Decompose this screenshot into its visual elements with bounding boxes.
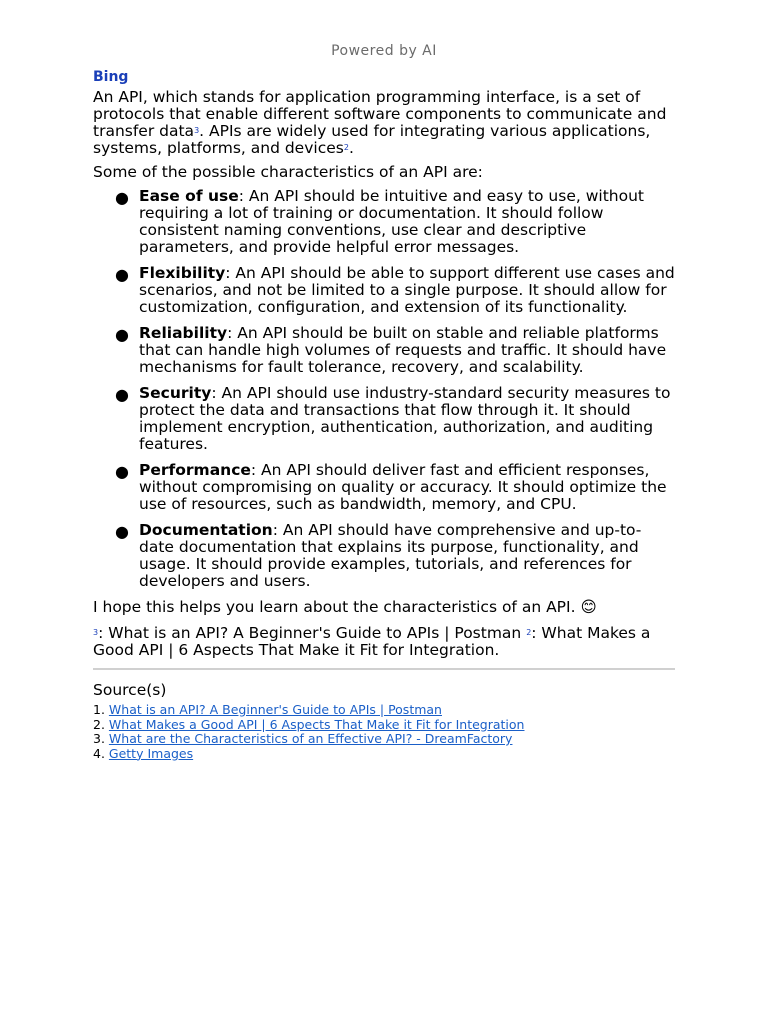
characteristic-text: : An API should have comprehensive and up-to-date documentation that explains its purpose, functionality, and usage. It should provide examples, tutorials, and references for developers and users. bbox=[139, 521, 642, 590]
characteristics-list bbox=[93, 188, 675, 590]
list-item bbox=[93, 522, 675, 590]
source-name: Bing bbox=[93, 69, 129, 85]
intro-text-2: . APIs are widely used for integrating various applications, systems, platforms, and devices bbox=[93, 122, 651, 157]
source-link-4[interactable]: Getty Images bbox=[108, 745, 194, 761]
bullet-icon: ● bbox=[115, 265, 129, 284]
footnote-ref-3[interactable]: 3 bbox=[93, 628, 99, 637]
list-item bbox=[93, 385, 675, 453]
sources-title: Source(s) bbox=[93, 681, 167, 699]
list-item bbox=[93, 325, 675, 376]
sources-list bbox=[93, 703, 675, 761]
answer-page bbox=[93, 40, 675, 761]
footnote-text-a: : What is an API? A Beginner's Guide to APIs | Postman bbox=[98, 624, 527, 642]
characteristic-term: Documentation bbox=[139, 521, 273, 539]
bullet-icon: ● bbox=[115, 385, 129, 404]
intro-text-3: . bbox=[348, 139, 354, 157]
footnotes-paragraph bbox=[93, 625, 675, 659]
source-item bbox=[93, 703, 675, 718]
characteristic-text: : An API should use industry-standard security measures to protect the data and transactions that flow through it. It should implement encryption, authentication, authorization, and auditing features. bbox=[139, 384, 671, 453]
lead-in-text: Some of the possible characteristics of an API are: bbox=[93, 163, 483, 181]
closing-text: I hope this helps you learn about the characteristics of an API. 😊 bbox=[93, 598, 597, 616]
list-item bbox=[93, 462, 675, 513]
list-item bbox=[93, 265, 675, 316]
characteristic-text: : An API should be able to support different use cases and scenarios, and not be limited to a single purpose. It should allow for customization, configuration, and extension of its functionality. bbox=[139, 264, 675, 316]
list-item bbox=[93, 188, 675, 256]
divider bbox=[93, 668, 675, 670]
characteristic-text: : An API should be built on stable and reliable platforms that can handle high volumes of requests and traffic. It should have mechanisms for fault tolerance, recovery, and scalability. bbox=[139, 324, 667, 376]
bullet-icon: ● bbox=[115, 325, 129, 344]
source-number: 4. bbox=[93, 745, 109, 761]
source-link-1[interactable]: What is an API? A Beginner's Guide to APIs | Postman bbox=[108, 702, 442, 717]
bullet-icon: ● bbox=[115, 522, 129, 541]
powered-by-label: Powered by AI bbox=[331, 43, 437, 59]
source-item bbox=[93, 747, 675, 762]
source-number: 2. bbox=[93, 716, 109, 732]
characteristic-term: Performance bbox=[139, 461, 251, 479]
intro-paragraph bbox=[93, 89, 675, 157]
footnote-ref-2[interactable]: 2 bbox=[526, 628, 532, 637]
source-link-3[interactable]: What are the Characteristics of an Effective API? - DreamFactory bbox=[108, 731, 513, 746]
source-item bbox=[93, 718, 675, 733]
characteristic-text: : An API should deliver fast and efficient responses, without compromising on quality or accuracy. It should optimize the use of resources, such as bandwidth, memory, and CPU. bbox=[139, 461, 667, 513]
characteristic-text: : An API should be intuitive and easy to use, without requiring a lot of training or documentation. It should follow consistent naming conventions, use clear and descriptive parameters, and provide helpful error messages. bbox=[139, 187, 644, 256]
characteristic-term: Ease of use bbox=[139, 187, 239, 205]
source-number: 3. bbox=[93, 731, 109, 746]
source-link-2[interactable]: What Makes a Good API | 6 Aspects That Make it Fit for Integration bbox=[108, 716, 525, 732]
footnote-text-b: : What Makes a Good API | 6 Aspects That Make it Fit for Integration. bbox=[93, 624, 651, 659]
characteristic-term: Reliability bbox=[139, 324, 228, 342]
intro-text-1: An API, which stands for application programming interface, is a set of protocols that enable different software components to communicate and transfer data bbox=[93, 88, 667, 140]
citation-ref-3[interactable]: 3 bbox=[194, 126, 200, 135]
citation-ref-2[interactable]: 2 bbox=[343, 143, 349, 152]
bullet-icon: ● bbox=[115, 188, 129, 207]
characteristic-term: Flexibility bbox=[139, 264, 226, 282]
source-item bbox=[93, 732, 675, 747]
bullet-icon: ● bbox=[115, 462, 129, 481]
source-number: 1. bbox=[93, 702, 109, 717]
characteristic-term: Security bbox=[139, 384, 212, 402]
